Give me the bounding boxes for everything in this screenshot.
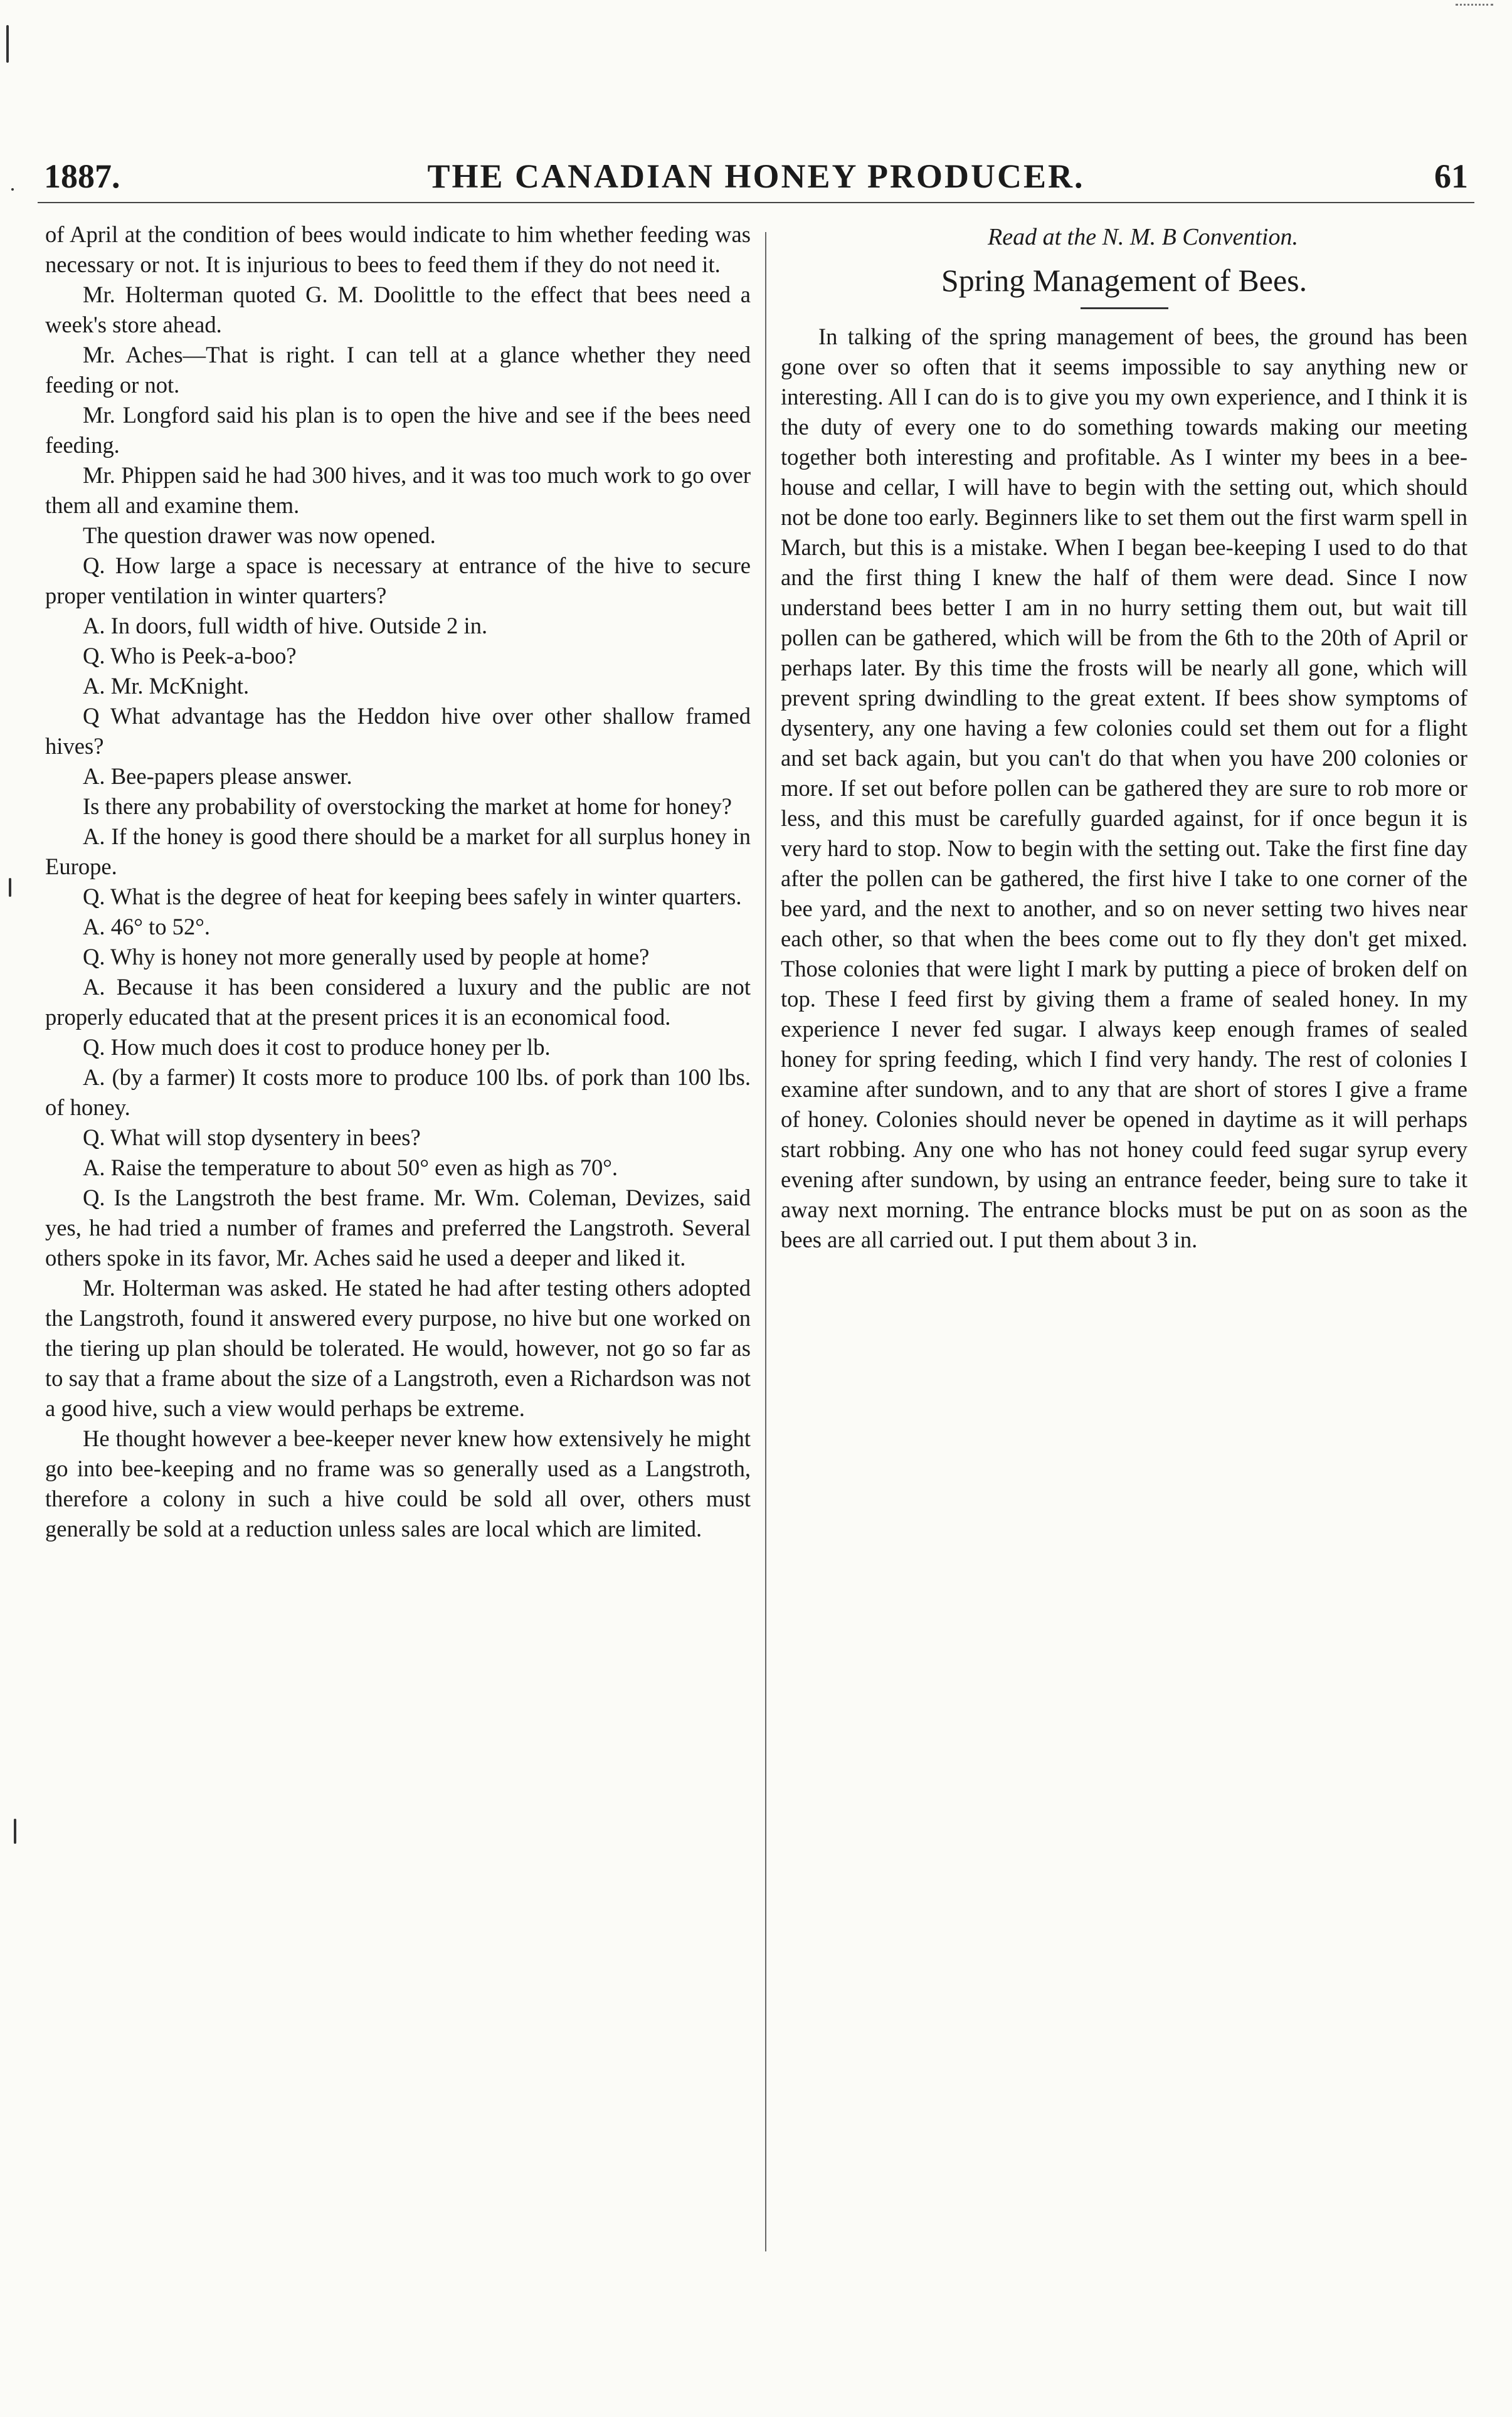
scan-margin-mark: [9, 878, 11, 897]
left-paragraph: Mr. Phippen said he had 300 hives, and it was too much work to go over them all and examine them.: [45, 462, 751, 518]
left-paragraph: Mr. Holterman quoted G. M. Doolittle to the effect that bees need a week's store ahead.: [45, 282, 751, 337]
left-paragraph: Q. How large a space is necessary at entrance of the hive to secure proper ventilation in winter quarters?: [45, 553, 751, 608]
scan-margin-mark: [14, 1819, 16, 1844]
left-paragraph: The question drawer was now opened.: [83, 522, 436, 548]
left-paragraph: A. 46° to 52°.: [83, 914, 211, 939]
left-paragraph: Mr. Longford said his plan is to open the hive and see if the bees need feeding.: [45, 402, 751, 458]
left-paragraph: Q. Why is honey not more generally used by people at home?: [83, 944, 650, 970]
left-paragraph: A. In doors, full width of hive. Outside 2 in.: [83, 613, 488, 638]
article-title: Spring Management of Bees.: [941, 263, 1308, 298]
left-paragraph: Q. How much does it cost to produce honey per lb.: [83, 1034, 551, 1060]
left-paragraph: Q. Is the Langstroth the best frame. Mr. Wm. Coleman, Devizes, said yes, he had tried a number of frames and preferred the Langstroth. Several others spoke in its favor, Mr. Aches said he used a deeper and liked it.: [45, 1185, 751, 1271]
header-title: THE CANADIAN HONEY PRODUCER.: [427, 157, 1085, 195]
header-rule: [38, 202, 1474, 203]
left-paragraph: Q What advantage has the Heddon hive over other shallow framed hives?: [45, 703, 751, 759]
left-column: [45, 219, 751, 1544]
right-column: [781, 219, 1467, 1255]
scan-margin-mark: [6, 25, 9, 63]
left-paragraph: A. Raise the temperature to about 50° even as high as 70°.: [83, 1155, 618, 1180]
left-paragraph: A. Mr. McKnight.: [83, 673, 250, 699]
left-paragraph: He thought however a bee-keeper never knew how extensively he might go into bee-keeping and no frame was so generally used as a Langstroth, therefore a colony in such a hive could be sold all over, others must generally be sold at a reduction unless sales are local which are limited.: [45, 1425, 751, 1542]
left-paragraph: Mr. Holterman was asked. He stated he had after testing others adopted the Langstroth, found it answered every purpose, no hive but one worked on the tiering up plan should be tolerated. He would, however, not go so far as to say that a frame about the size of a Langstroth, even a Richardson was not a good hive, such a view would perhaps be extreme.: [45, 1275, 751, 1421]
left-paragraph: Is there any probability of overstocking the market at home for honey?: [83, 793, 732, 819]
left-paragraph: Q. Who is Peek-a-boo?: [83, 643, 297, 669]
scan-corner-mark: [1456, 4, 1493, 6]
left-paragraph: A. If the honey is good there should be a market for all surplus honey in Europe.: [45, 823, 751, 879]
left-paragraph: Q. What will stop dysentery in bees?: [83, 1124, 421, 1150]
left-paragraph: Q. What is the degree of heat for keeping bees safely in winter quarters.: [83, 884, 742, 909]
header-year: 1887.: [44, 157, 120, 195]
left-paragraph: A. (by a farmer) It costs more to produce 100 lbs. of pork than 100 lbs. of honey.: [45, 1064, 751, 1120]
left-paragraph: of April at the condition of bees would indicate to him whether feeding was necessary or not. It is injurious to bees to feed them if they do not need it.: [45, 221, 751, 277]
left-paragraph: A. Because it has been considered a luxury and the public are not properly educated that at the present prices it is an economical food.: [45, 974, 751, 1030]
left-paragraph: A. Bee-papers please answer.: [83, 763, 352, 789]
convention-note: Read at the N. M. B Convention.: [988, 224, 1298, 250]
title-rule: [1081, 307, 1168, 309]
scan-margin-mark: [11, 188, 14, 191]
column-divider: [765, 232, 766, 2251]
page-header: [44, 157, 1468, 207]
left-paragraph: Mr. Aches—That is right. I can tell at a glance whether they need feeding or not.: [45, 342, 751, 398]
article-body: In talking of the spring management of bees, the ground has been gone over so often that it seems impossible to say anything new or interesting. All I can do is to give you my own experience, and I think it is the duty of every one to do something towards making our meeting together both interesting and profitable. As I winter my bees in a bee-house and cellar, I will have to begin with the setting out, which should not be done too early. Beginners like to set them out the first warm spell in March, but this is a mistake. When I began bee-keeping I used to do that and the first thing I knew the half of them were dead. Since I now understand bees better I am in no hurry setting them out, but wait till pollen can be gathered, which will be from the 6th to the 20th of April or perhaps later. By this time the frosts will be nearly all gone, which will prevent spring dwindling to the great extent. If bees show symptoms of dysentery, any one having a few colonies could set them out for a flight and set back again, but you can't do that when you have 200 colonies or more. If set out before pollen can be gathered they are sure to rob more or less, and this must be carefully guarded against, for if once begun it is very hard to stop. Now to begin with the setting out. Take the first fine day after the pollen can be gathered, the first hive I take to one corner of the bee yard, and the next to another, and so on never setting two hives near each other, so that when the bees come out to fly they don't get mixed. Those colonies that were light I mark by putting a piece of broken delf on top. These I feed first by giving them a frame of sealed honey. In my experience I never fed sugar. I always keep enough frames of sealed honey for spring feeding, which I find very handy. The rest of colonies I examine after sundown, and to any that are short of stores I give a frame of honey. Colonies should never be opened in daytime as it will perhaps start robbing. Any one who has not honey could feed sugar syrup every evening after sundown, by using an entrance feeder, being sure to take it away next morning. The entrance blocks must be put on as soon as the bees are all carried out. I put them about 3 in.: [781, 324, 1467, 1252]
page-number: 61: [1434, 157, 1468, 195]
